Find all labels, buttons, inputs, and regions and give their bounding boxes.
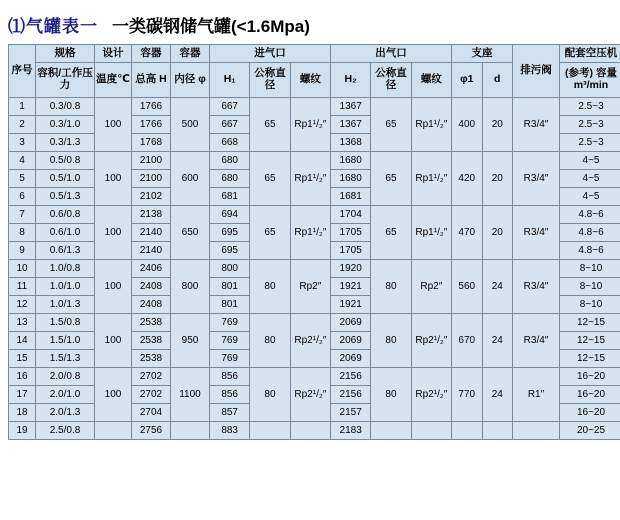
cell-inlet-dn: 65	[250, 206, 290, 260]
col-header-outlet: 出气口	[331, 45, 452, 63]
cell-seq: 7	[9, 206, 36, 224]
cell-seq: 12	[9, 296, 36, 314]
cell-spec: 2.0/0.8	[36, 368, 95, 386]
cell-capacity: 16~20	[560, 368, 620, 386]
cell-seq: 1	[9, 98, 36, 116]
cell-diameter: 950	[171, 314, 210, 368]
cell-h2: 1920	[331, 260, 371, 278]
cell-capacity: 2.5~3	[560, 116, 620, 134]
cell-outlet-thread: Rp1¹/₂″	[411, 98, 451, 152]
cell-temp: 100	[95, 206, 132, 260]
cell-spec: 0.3/0.8	[36, 98, 95, 116]
cell-spec: 1.0/1.3	[36, 296, 95, 314]
cell-capacity: 16~20	[560, 404, 620, 422]
cell-inlet-thread: Rp2″	[290, 260, 330, 314]
cell-h2: 2156	[331, 368, 371, 386]
cell-drain: R3/4″	[513, 206, 560, 260]
cell-height: 1766	[132, 116, 171, 134]
cell-h2: 1705	[331, 242, 371, 260]
cell-height: 2756	[132, 422, 171, 440]
cell-temp: 100	[95, 98, 132, 152]
cell-inlet-thread: Rp2¹/₂″	[290, 368, 330, 422]
cell-diameter: 1100	[171, 368, 210, 422]
cell-spec: 0.5/1.0	[36, 170, 95, 188]
table-row	[9, 260, 620, 278]
cell-capacity: 12~15	[560, 350, 620, 368]
cell-temp: 100	[95, 368, 132, 422]
header-badge: ⑴气罐表一	[8, 16, 98, 36]
cell-height: 1766	[132, 98, 171, 116]
cell-seq: 2	[9, 116, 36, 134]
cell-spec: 1.5/1.3	[36, 350, 95, 368]
cell-outlet-dn: 80	[371, 260, 411, 314]
col-subheader-temp: 温度℃	[95, 63, 132, 98]
col-subheader-spec: 容积/工作压力	[36, 63, 95, 98]
cell-height: 2102	[132, 188, 171, 206]
cell-d: 24	[482, 260, 513, 314]
cell-h1: 695	[210, 242, 250, 260]
cell-capacity: 4.8~6	[560, 242, 620, 260]
cell-spec: 0.6/0.8	[36, 206, 95, 224]
cell-capacity: 12~15	[560, 332, 620, 350]
cell-spec: 1.5/1.0	[36, 332, 95, 350]
cell-seq: 8	[9, 224, 36, 242]
cell-h1: 856	[210, 386, 250, 404]
cell-h1: 695	[210, 224, 250, 242]
cell-phi1: 400	[452, 98, 483, 152]
table-row	[9, 206, 620, 224]
cell-spec: 1.5/0.8	[36, 314, 95, 332]
cell-h1: 667	[210, 98, 250, 116]
table-row	[9, 314, 620, 332]
table-row	[9, 422, 620, 440]
cell-inlet-dn: 65	[250, 152, 290, 206]
cell-temp	[95, 422, 132, 440]
cell-drain	[513, 422, 560, 440]
col-header-vessel-height: 容器	[132, 45, 171, 63]
cell-drain: R3/4″	[513, 260, 560, 314]
cell-capacity: 2.5~3	[560, 134, 620, 152]
cell-h1: 681	[210, 188, 250, 206]
cell-height: 2138	[132, 206, 171, 224]
cell-inlet-thread: Rp1¹/₂″	[290, 152, 330, 206]
cell-height: 2538	[132, 314, 171, 332]
cell-height: 2538	[132, 350, 171, 368]
cell-seq: 10	[9, 260, 36, 278]
cell-temp: 100	[95, 314, 132, 368]
cell-capacity: 8~10	[560, 296, 620, 314]
col-header-compressor: 配套空压机	[560, 45, 620, 63]
cell-seq: 6	[9, 188, 36, 206]
cell-outlet-thread: Rp2¹/₂″	[411, 368, 451, 422]
cell-h1: 769	[210, 332, 250, 350]
cell-seq: 13	[9, 314, 36, 332]
cell-seq: 3	[9, 134, 36, 152]
cell-diameter: 600	[171, 152, 210, 206]
cell-phi1: 560	[452, 260, 483, 314]
cell-outlet-thread: Rp1¹/₂″	[411, 206, 451, 260]
cell-capacity: 4.8~6	[560, 224, 620, 242]
cell-h2: 1921	[331, 278, 371, 296]
cell-capacity: 20~25	[560, 422, 620, 440]
cell-drain: R3/4″	[513, 314, 560, 368]
cell-outlet-dn: 65	[371, 152, 411, 206]
cell-h1: 769	[210, 314, 250, 332]
cell-outlet-dn: 65	[371, 98, 411, 152]
document-header	[0, 0, 620, 44]
cell-capacity: 4~5	[560, 170, 620, 188]
col-header-vessel-dia: 容器	[171, 45, 210, 63]
col-header-spec: 规格	[36, 45, 95, 63]
spec-table	[8, 44, 620, 440]
cell-diameter: 500	[171, 98, 210, 152]
cell-h2: 1680	[331, 170, 371, 188]
cell-spec: 0.6/1.3	[36, 242, 95, 260]
cell-seq: 16	[9, 368, 36, 386]
col-subheader-capacity: (参考) 容量m³/min	[560, 63, 620, 98]
cell-seq: 11	[9, 278, 36, 296]
cell-spec: 2.0/1.3	[36, 404, 95, 422]
table-head	[9, 45, 620, 98]
cell-inlet-thread: Rp1¹/₂″	[290, 206, 330, 260]
cell-height: 2408	[132, 278, 171, 296]
cell-h1: 668	[210, 134, 250, 152]
cell-d	[482, 422, 513, 440]
cell-h2: 2069	[331, 314, 371, 332]
cell-drain: R1″	[513, 368, 560, 422]
cell-outlet-dn: 65	[371, 206, 411, 260]
cell-h1: 856	[210, 368, 250, 386]
cell-height: 2408	[132, 296, 171, 314]
col-subheader-outlet-thread: 螺纹	[411, 63, 451, 98]
cell-height: 2140	[132, 242, 171, 260]
cell-height: 1768	[132, 134, 171, 152]
cell-phi1: 670	[452, 314, 483, 368]
cell-seq: 14	[9, 332, 36, 350]
cell-capacity: 12~15	[560, 314, 620, 332]
header-row-group	[9, 45, 620, 63]
cell-diameter: 650	[171, 206, 210, 260]
cell-outlet-thread: Rp2″	[411, 260, 451, 314]
cell-h1: 694	[210, 206, 250, 224]
cell-spec: 2.0/1.0	[36, 386, 95, 404]
cell-d: 24	[482, 368, 513, 422]
col-subheader-h2: H₂	[331, 63, 371, 98]
cell-d: 24	[482, 314, 513, 368]
cell-h1: 667	[210, 116, 250, 134]
cell-inlet-dn: 65	[250, 98, 290, 152]
col-subheader-height: 总高 H	[132, 63, 171, 98]
cell-inlet-dn: 80	[250, 314, 290, 368]
cell-seq: 5	[9, 170, 36, 188]
cell-outlet-thread	[411, 422, 451, 440]
cell-spec: 0.5/0.8	[36, 152, 95, 170]
cell-phi1: 420	[452, 152, 483, 206]
col-header-inlet: 进气口	[210, 45, 331, 63]
cell-seq: 4	[9, 152, 36, 170]
table-body	[9, 98, 620, 440]
cell-capacity: 2.5~3	[560, 98, 620, 116]
col-subheader-d: d	[482, 63, 513, 98]
cell-seq: 18	[9, 404, 36, 422]
cell-h2: 1704	[331, 206, 371, 224]
cell-capacity: 4~5	[560, 188, 620, 206]
cell-spec: 0.5/1.3	[36, 188, 95, 206]
cell-capacity: 4.8~6	[560, 206, 620, 224]
cell-spec: 2.5/0.8	[36, 422, 95, 440]
cell-inlet-thread	[290, 422, 330, 440]
table-row	[9, 368, 620, 386]
cell-height: 2702	[132, 368, 171, 386]
cell-inlet-thread: Rp1¹/₂″	[290, 98, 330, 152]
cell-spec: 0.6/1.0	[36, 224, 95, 242]
cell-inlet-dn: 80	[250, 260, 290, 314]
cell-outlet-dn: 80	[371, 314, 411, 368]
page-title: 一类碳钢储气罐(<1.6Mpa)	[112, 16, 310, 36]
cell-height: 2100	[132, 152, 171, 170]
cell-h2: 1367	[331, 98, 371, 116]
cell-h1: 801	[210, 296, 250, 314]
cell-d: 20	[482, 152, 513, 206]
col-subheader-outlet-dn: 公称直径	[371, 63, 411, 98]
cell-height: 2538	[132, 332, 171, 350]
col-header-seq: 序号	[9, 45, 36, 98]
cell-h2: 1367	[331, 116, 371, 134]
col-header-design: 设计	[95, 45, 132, 63]
cell-drain: R3/4″	[513, 152, 560, 206]
cell-seq: 17	[9, 386, 36, 404]
cell-capacity: 8~10	[560, 260, 620, 278]
cell-h1: 857	[210, 404, 250, 422]
cell-h2: 1681	[331, 188, 371, 206]
cell-capacity: 8~10	[560, 278, 620, 296]
cell-h2: 1368	[331, 134, 371, 152]
cell-outlet-thread: Rp2¹/₂″	[411, 314, 451, 368]
cell-h2: 2156	[331, 386, 371, 404]
cell-phi1: 470	[452, 206, 483, 260]
cell-outlet-thread: Rp1¹/₂″	[411, 152, 451, 206]
cell-capacity: 4~5	[560, 152, 620, 170]
cell-outlet-dn	[371, 422, 411, 440]
cell-inlet-dn	[250, 422, 290, 440]
cell-temp: 100	[95, 152, 132, 206]
cell-height: 2406	[132, 260, 171, 278]
cell-seq: 15	[9, 350, 36, 368]
col-subheader-diameter: 内径 φ	[171, 63, 210, 98]
cell-phi1: 770	[452, 368, 483, 422]
cell-h2: 1921	[331, 296, 371, 314]
cell-height: 2702	[132, 386, 171, 404]
table-row	[9, 98, 620, 116]
cell-outlet-dn: 80	[371, 368, 411, 422]
cell-h1: 680	[210, 170, 250, 188]
cell-drain: R3/4″	[513, 98, 560, 152]
col-subheader-phi1: φ1	[452, 63, 483, 98]
cell-d: 20	[482, 98, 513, 152]
cell-height: 2140	[132, 224, 171, 242]
cell-phi1	[452, 422, 483, 440]
cell-temp: 100	[95, 260, 132, 314]
cell-height: 2704	[132, 404, 171, 422]
col-header-drain: 排污阀	[513, 45, 560, 98]
cell-inlet-dn: 80	[250, 368, 290, 422]
cell-h2: 1705	[331, 224, 371, 242]
cell-h1: 769	[210, 350, 250, 368]
cell-h1: 800	[210, 260, 250, 278]
cell-h2: 2157	[331, 404, 371, 422]
table-row	[9, 152, 620, 170]
cell-seq: 19	[9, 422, 36, 440]
col-subheader-h1: H₁	[210, 63, 250, 98]
col-subheader-inlet-thread: 螺纹	[290, 63, 330, 98]
cell-spec: 0.3/1.0	[36, 116, 95, 134]
cell-h1: 680	[210, 152, 250, 170]
cell-spec: 0.3/1.3	[36, 134, 95, 152]
cell-h2: 2069	[331, 332, 371, 350]
cell-spec: 1.0/0.8	[36, 260, 95, 278]
cell-seq: 9	[9, 242, 36, 260]
cell-capacity: 16~20	[560, 386, 620, 404]
cell-diameter: 800	[171, 260, 210, 314]
cell-h1: 801	[210, 278, 250, 296]
col-subheader-inlet-dn: 公称直径	[250, 63, 290, 98]
cell-inlet-thread: Rp2¹/₂″	[290, 314, 330, 368]
cell-diameter	[171, 422, 210, 440]
cell-h2: 2069	[331, 350, 371, 368]
cell-d: 20	[482, 206, 513, 260]
cell-height: 2100	[132, 170, 171, 188]
cell-h2: 2183	[331, 422, 371, 440]
cell-h2: 1680	[331, 152, 371, 170]
col-header-support: 支座	[452, 45, 513, 63]
cell-spec: 1.0/1.0	[36, 278, 95, 296]
cell-h1: 883	[210, 422, 250, 440]
